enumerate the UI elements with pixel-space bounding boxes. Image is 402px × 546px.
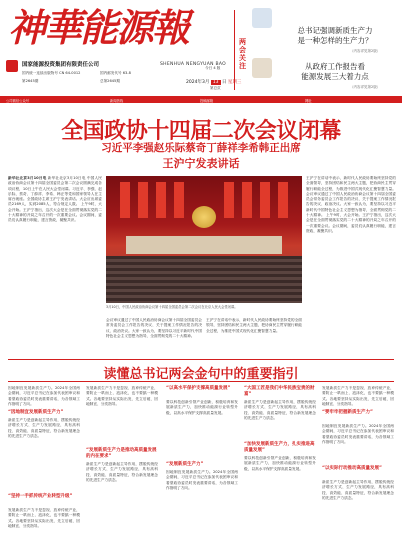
teaser-1-source: （内容详见第2版） [350, 49, 381, 53]
teaser-2[interactable] [270, 62, 400, 82]
teaser-1-line1: 总书记强调新质生产力 [297, 26, 373, 35]
sec-col5-body2: 新质生产力是创新起主导作用，摆脱传统经济增长方式、生产力发展路径，具有高科技、高效能、高质量特征，符合新发展理念的先进生产力质态。 [322, 480, 394, 500]
edition-count: 今日 4 版 [205, 66, 221, 70]
weekday: 星期三 [227, 80, 242, 85]
postal-code: 国内邮发代号 63-8 [100, 71, 131, 75]
sec-col5-body: 因地制宜发展新质生产力。2024年全国两会期间，习近平总书记在参加代表团审议和看望政协委员时发表重要讲话，为各领域工作指明了方向。 [322, 424, 394, 444]
lead-photo [106, 176, 302, 303]
lead-body-col3: 王沪宁在讲话中表示，新时代人民政协要始终坚持党的全面领导，坚持团结和民主两大主题，把协商民主贯穿履行职能全过程，为推进中国式现代化汇聚智慧力量。 [206, 318, 302, 333]
teaser-2-line1: 从政府工作报告看 [305, 62, 365, 71]
teaser-1-line2: 是一种怎样的生产力？ [297, 36, 373, 45]
feature-image-2 [252, 58, 272, 78]
feature-label: 两会关注 [239, 38, 246, 70]
info-wechat: 公司微信公众号 [6, 98, 30, 103]
teaser-1[interactable] [270, 26, 400, 46]
sec-col1-body: 新质生产力是创新起主导作用，摆脱传统经济增长方式、生产力发展路径，具有高科技、高效能、高质量特征，符合新发展理念的先进生产力质态。 [8, 418, 80, 438]
sec-subhead-1: “因地制宜发展新质生产力” [8, 410, 64, 415]
lead-headline[interactable]: 全国政协十四届二次会议闭幕 [61, 118, 341, 144]
masthead-divider [234, 10, 235, 90]
page-label: 第总页 [210, 86, 221, 90]
sec-col3-body: 要以科技创新引领产业创新，积极培育和发展新质生产力，加快推动能源行业转型升级，以高水平保护支撑高质量发展。 [166, 400, 238, 415]
sec-subhead-7: “要牢牢把握新质生产力” [322, 410, 373, 415]
info-bar [0, 96, 402, 103]
lead-text-2: 上午9时，大会开始。王沪宁指出，这次大会是在全面贯彻落实党的二十大精神的开局之年召开的一次重要会议。会议期间，委员们认真履行职能，建言资政，凝聚共识。 [8, 202, 102, 223]
sec-col1-intro: 因地制宜发展新质生产力。2024年全国两会期间，习近平总书记在参加代表团审议和看望政协委员时发表重要讲话，为各领域工作指明了方向。 [8, 386, 80, 406]
sec-subhead-2: “坚持一手抓传统产业转型升级” [8, 494, 73, 499]
section-title[interactable]: 读懂总书记两会金句中的重要指引 [103, 367, 299, 382]
date-month: 2024年3月 [186, 80, 210, 85]
lead-text-1: 新华社北京3月10日电 中国人民政治协商会议第十四届全国委员会第二次会议圆满完成各项议程，10日上午在人民大会堂闭幕。习近平、李强、赵乐际、蔡奇、丁薛祥、李希、韩正等党和国家领导人在主席台就座。全国政协主席王沪宁发表讲话。大会应出席委员2169人，实到2085人，符合规定人数。 [8, 176, 102, 207]
lead-text-col4b: 会议审议通过了中国人民政治协商会议第十四届全国委员会常务委员会工作报告的决议、关于提案工作情况报告的决议、政治决议。大家一致认为，要坚持以习近平新时代中国特色社会主义思想为指导，全面贯彻党的二十大精神。 [306, 191, 396, 218]
issn-line: 国内统一连续出版物号 CN 64-0012 [22, 71, 81, 75]
sec-subhead-5: “加快发展新质生产力，扎实推进高质量发展” [244, 442, 315, 453]
lead-body-col1 [8, 176, 102, 356]
lead-subhead: 习近平李强赵乐际蔡奇丁薛祥李希韩正出席 [101, 142, 301, 154]
sec-col2-body2: 新质生产力是创新起主导作用，摆脱传统经济增长方式、生产力发展路径，具有高科技、高效能、高质量特征，符合新发展理念的先进生产力质态。 [86, 462, 158, 482]
newspaper-title: 神華能源報 [8, 5, 189, 50]
sec-col1-body2: 发展新质生产力不是忽视、放弃传统产业，要防止一哄而上、泡沫化，也不要搞一种模式。各地要坚持从实际出发，先立后破、因地制宜、分类指导。 [8, 508, 80, 528]
lead-dateline: 新华社北京3月10日电 [8, 176, 47, 180]
sec-subhead-8: “发展新质生产力” [166, 462, 204, 467]
feature-image-1 [252, 8, 272, 28]
section-bottom-rule [8, 381, 394, 382]
sec-col3-body2: 因地制宜发展新质生产力。2024年全国两会期间，习近平总书记在参加代表团审议和看望政协委员时发表重要讲话，为各领域工作指明了方向。 [166, 470, 238, 490]
section-top-rule [8, 359, 394, 360]
issue-number: 第2645期 [22, 79, 39, 83]
publisher-name: 国家能源投资集团有限责任公司 [22, 62, 100, 68]
teaser-2-line2: 能源发展三大着力点 [301, 72, 369, 81]
sec-subhead-3: “以高水平保护支撑高质量发展” [166, 386, 231, 391]
company-logo-icon [6, 60, 18, 72]
teaser-2-source: （内容详见第2版） [350, 85, 381, 89]
lead-text-col4a: 王沪宁在讲话中表示，新时代人民政协要始终坚持党的全面领导，坚持团结和民主两大主题，把协商民主贯穿履行职能全过程，为推进中国式现代化汇聚智慧力量。 [306, 176, 396, 191]
sec-col4-body2: 要以科技创新引领产业创新，积极培育和发展新质生产力，加快推动能源行业转型升级，以高水平保护支撑高质量发展。 [244, 456, 316, 471]
sec-col4-body: 新质生产力是创新起主导作用，摆脱传统经济增长方式、生产力发展路径，具有高科技、高效能、高质量特征，符合新发展理念的先进生产力质态。 [244, 400, 316, 420]
lead-text-col4c: 上午9时，大会开始。王沪宁指出，这次大会是在全面贯彻落实党的二十大精神的开局之年召开的一次重要会议。会议期间，委员们认真履行职能，建言资政，凝聚共识。 [306, 213, 396, 233]
sec-col2-body: 发展新质生产力不是忽视、放弃传统产业，要防止一哄而上、泡沫化，也不要搞一种模式。各地要坚持从实际出发，先立后破、因地制宜、分类指导。 [86, 386, 158, 406]
sec-col5-intro: 发展新质生产力不是忽视、放弃传统产业，要防止一哄而上、泡沫化，也不要搞一种模式。各地要坚持从实际出发，先立后破、因地制宜、分类指导。 [322, 386, 394, 406]
lead-subhead-2: 王沪宁发表讲话 [162, 157, 240, 170]
date-suffix: 日 [221, 80, 227, 85]
info-email: 投稿邮箱 [200, 98, 214, 103]
info-hotline: 新闻热线 [110, 98, 124, 103]
total-issue-number: 总第2645期 [100, 79, 120, 83]
english-title: SHENHUA NENGYUAN BAO [160, 62, 227, 67]
lead-body-col4 [306, 176, 396, 356]
sec-subhead-9: “以实际行动推动高质量发展” [322, 466, 382, 471]
sec-subhead-6: “大国工匠是我们中华民族宝贵的财富” [244, 386, 315, 397]
national-emblem-icon [192, 206, 216, 228]
sec-subhead-4: “发展新质生产力是推动高质量发展的内在要求” [86, 448, 157, 459]
date-day: 13 [212, 80, 219, 85]
lead-body-col2: 会议审议通过了中国人民政治协商会议第十四届全国委员会常务委员会工作报告的决议、关于提案工作情况报告的决议、政治决议。大家一致认为，要坚持以习近平新时代中国特色社会主义思想为指导，全面贯彻党的二十大精神。 [106, 318, 202, 338]
photo-caption: 3月10日，中国人民政治协商会议第十四届全国委员会第二次会议在北京人民大会堂闭幕。 [106, 305, 238, 309]
info-website: 网址 [305, 98, 312, 103]
